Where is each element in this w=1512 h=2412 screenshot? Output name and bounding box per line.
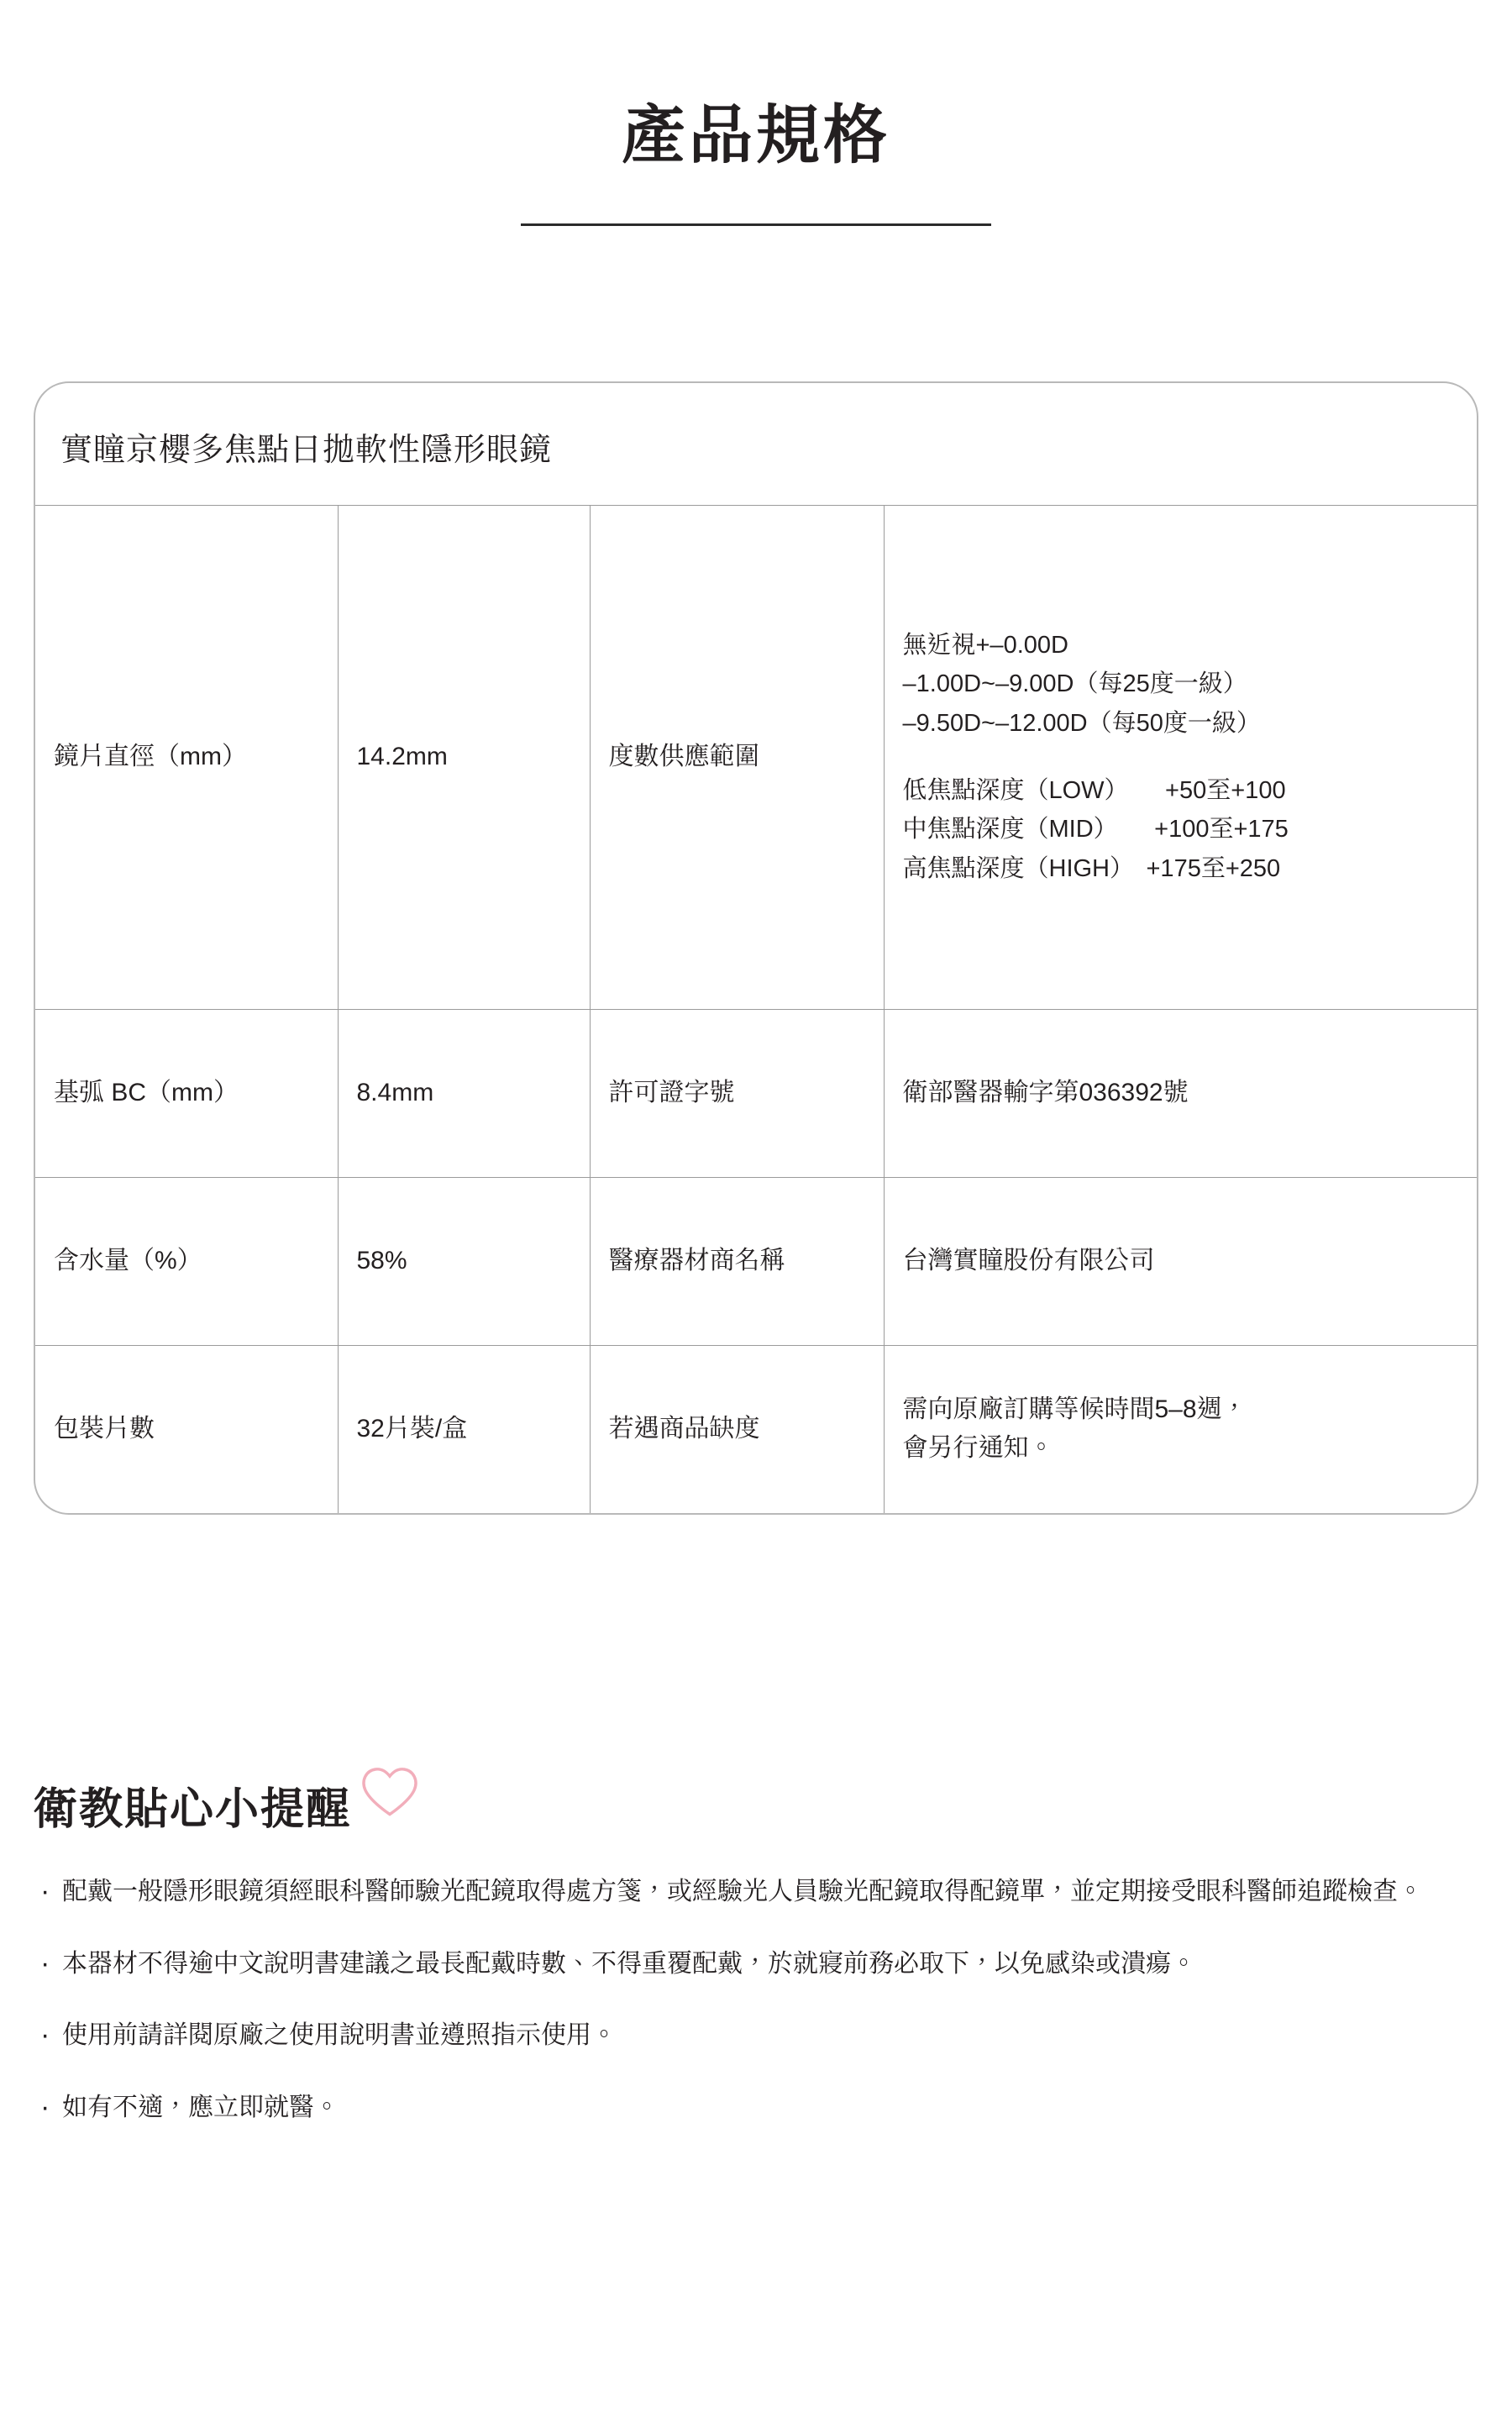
depth-line-low: 低焦點深度（LOW） +50至+100 (902, 777, 1286, 805)
depth-line-mid: 中焦點深度（MID） +100至+175 (902, 816, 1289, 843)
table-row (35, 505, 1477, 1009)
spec-label-power-range: 度數供應範圍 (590, 505, 884, 1009)
spec-label-manufacturer: 醫療器材商名稱 (590, 1177, 884, 1345)
spec-value-water-content: 58% (338, 1177, 590, 1345)
table-row (35, 1009, 1477, 1177)
power-line: –1.00D~–9.00D（每25度一級） (902, 670, 1247, 698)
power-line: 無近視+–0.00D (902, 631, 1068, 659)
heart-icon (358, 1758, 422, 1826)
out-of-stock-line-2: 會另行通知。 (902, 1434, 1054, 1463)
page-title-text: 產品規格 (622, 100, 890, 171)
page-title (0, 0, 1512, 226)
spec-value-diameter: 14.2mm (338, 505, 590, 1009)
health-tips-title: 衛教貼心小提醒 (34, 1785, 352, 1835)
spec-label-package: 包裝片數 (35, 1345, 338, 1513)
spec-value-out-of-stock (884, 1345, 1477, 1513)
spec-label-diameter: 鏡片直徑（mm） (35, 505, 338, 1009)
spec-value-base-curve: 8.4mm (338, 1009, 590, 1177)
out-of-stock-line-1: 需向原廠訂購等候時間5–8週， (902, 1395, 1247, 1423)
power-range-group-2 (903, 771, 1459, 888)
power-range-group-1 (903, 626, 1459, 743)
product-spec-card (34, 381, 1478, 1516)
spec-value-package: 32片裝/盒 (338, 1345, 590, 1513)
spec-value-license: 衛部醫器輸字第036392號 (884, 1009, 1477, 1177)
health-tips-list (34, 1870, 1478, 2129)
list-item: · 本器材不得逾中文說明書建議之最長配戴時數、不得重覆配戴，於就寢前務必取下，以免感染或潰瘍。 (34, 1942, 1478, 1986)
product-name: 實瞳京櫻多焦點日拋軟性隱形眼鏡 (60, 432, 553, 468)
spec-label-base-curve: 基弧 BC（mm） (35, 1009, 338, 1177)
table-row (35, 1345, 1477, 1513)
health-tips-section (34, 1758, 1478, 2129)
depth-line-high: 高焦點深度（HIGH） +175至+250 (902, 854, 1281, 882)
spec-label-out-of-stock: 若遇商品缺度 (590, 1345, 884, 1513)
spec-value-power-range (884, 505, 1477, 1009)
health-tips-header (34, 1758, 1478, 1835)
list-item: · 使用前請詳閱原廠之使用說明書並遵照指示使用。 (34, 2014, 1478, 2057)
spec-label-water-content: 含水量（%） (35, 1177, 338, 1345)
spec-label-license: 許可證字號 (590, 1009, 884, 1177)
title-divider (521, 223, 991, 226)
power-line: –9.50D~–12.00D（每50度一級） (902, 709, 1261, 737)
table-row (35, 1177, 1477, 1345)
list-item: · 配戴一般隱形眼鏡須經眼科醫師驗光配鏡取得處方箋，或經驗光人員驗光配鏡取得配鏡單，並定期接受眼科醫師追蹤檢查。 (34, 1870, 1478, 1914)
list-item: · 如有不適，應立即就醫。 (34, 2086, 1478, 2130)
spec-table (35, 505, 1477, 1514)
spec-value-manufacturer: 台灣實瞳股份有限公司 (884, 1177, 1477, 1345)
power-range-block (903, 626, 1459, 888)
